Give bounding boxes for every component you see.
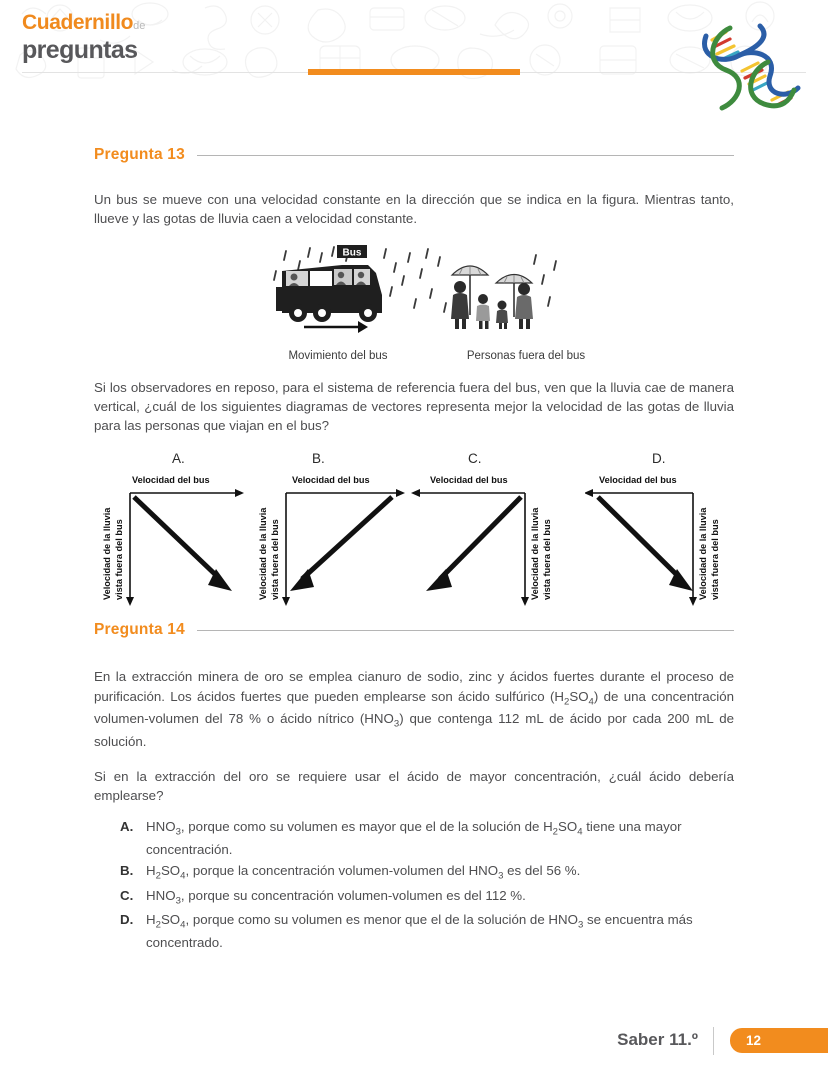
diagram-d-letter: D.: [652, 451, 666, 467]
question-14-prompt: Si en la extracción del oro se requiere usar el ácido de mayor concentración, ¿cuál ácido debería emplearse?: [94, 768, 734, 804]
diagram-c-v-label-1: Velocidad de la lluvia: [530, 507, 540, 601]
footer-exam-label: Saber 11.º: [617, 1030, 698, 1049]
option-b-text: $H_2SO_4$, porque la concentración volumen-volumen del $HNO_3$ es del 56 %.: [146, 863, 581, 882]
diagram-d: [585, 475, 735, 611]
option-c-text: $HNO_3$, porque su concentración volumen-volumen es del 112 %.: [146, 887, 526, 907]
option-b-letter: B.: [120, 863, 134, 879]
diagram-a-h-label: Velocidad del bus: [132, 475, 210, 486]
question-14-rule: [197, 630, 734, 631]
diagram-c: [410, 475, 575, 611]
brand-line-1: Cuadernillode: [22, 11, 146, 34]
dna-helix-icon: [690, 14, 810, 114]
brand-line-2: preguntas: [22, 36, 138, 64]
diagram-b-v-label-1: Velocidad de la lluvia: [258, 507, 268, 601]
q14-sub-1: 2: [564, 696, 570, 708]
diagram-b-v-label-2: vista fuera del bus: [270, 519, 280, 601]
diagram-d-v-label-1: Velocidad de la lluvia: [698, 507, 708, 601]
diagram-c-v-label-2: vista fuera del bus: [542, 519, 552, 601]
caption-people-outside: Personas fuera del bus: [466, 349, 586, 362]
option-d[interactable]: [120, 910, 735, 952]
option-a[interactable]: [120, 817, 735, 859]
diagram-c-letter: C.: [468, 451, 482, 467]
page-number-badge: 12: [730, 1028, 828, 1053]
option-a-text: $HNO_3$, porque como su volumen es mayor que el de la solución de $H_2SO_4$ tiene una mayor concentración.: [146, 819, 682, 857]
diagram-a-v-label-1: Velocidad de la lluvia: [102, 507, 112, 601]
diagram-a-v-label-2: vista fuera del bus: [114, 519, 124, 601]
question-13-rule: [197, 155, 734, 156]
question-14-title: Pregunta 14: [94, 621, 185, 639]
diagram-b: [248, 475, 413, 611]
q14-sub-3: 3: [393, 718, 400, 730]
option-a-letter: A.: [120, 819, 134, 835]
bus-figure-captions: [0, 350, 828, 362]
brand-logo: [22, 12, 145, 63]
diagram-c-h-label: Velocidad del bus: [430, 475, 508, 486]
option-c[interactable]: [120, 886, 735, 909]
bus-rain-figure: [0, 243, 828, 348]
option-c-letter: C.: [120, 887, 134, 903]
diagram-b-h-label: Velocidad del bus: [292, 475, 370, 486]
question-14-stem: [94, 667, 734, 751]
q14-stem-d: ) que contenga 112 mL de ácido por cada 200 mL de solución.: [94, 711, 734, 749]
question-13-header: [94, 146, 734, 164]
diagram-a-letter: A.: [172, 451, 185, 467]
q14-stem-b: SO: [569, 688, 589, 704]
caption-bus-movement: Movimiento del bus: [288, 349, 388, 362]
option-d-text: $H_2SO_4$, porque como su volumen es menor que el de la solución de $HNO_3$ se encuentra más concentrado.: [146, 912, 693, 950]
vector-diagram-row: [0, 451, 828, 611]
option-d-letter: D.: [120, 912, 134, 928]
option-b[interactable]: [120, 861, 735, 884]
q14-stem-a: En la extracción minera de oro se emplea cianuro de sodio, zinc y ácidos fuertes durante el proceso de purificación. Los ácidos fuertes que pueden emplearse son ácido sulfúrico (H: [94, 669, 734, 704]
brand-de-word: de: [133, 20, 146, 32]
q14-sub-2: 4: [588, 696, 594, 708]
question-13-stem: Un bus se mueve con una velocidad constante en la dirección que se indica en la figura. Mientras tanto, llueve y las gotas de lluvia caen a velocidad constante.: [94, 192, 734, 227]
footer-divider: [713, 1027, 714, 1055]
question-13-title: Pregunta 13: [94, 146, 185, 163]
diagram-a: [92, 475, 252, 611]
bus-sign-text: Bus: [342, 247, 362, 259]
question-14-header: [94, 621, 734, 639]
diagram-d-v-label-2: vista fuera del bus: [710, 519, 720, 601]
bus-rain-illustration: [264, 243, 564, 348]
diagram-d-h-label: Velocidad del bus: [599, 475, 677, 486]
question-13-prompt: Si los observadores en reposo, para el sistema de referencia fuera del bus, ven que la lluvia cae de manera vertical, ¿cuál de los siguientes diagramas de vectores representa mejor la velocidad de las gotas de lluvia para las personas que viajan en el bus?: [94, 379, 734, 434]
page-header: [0, 0, 828, 118]
page-content: [0, 118, 828, 954]
page-footer: [0, 1018, 828, 1071]
q14-stem-c: ) de una concentración volumen-volumen del 78 % o ácido nítrico (HNO: [94, 688, 734, 727]
diagram-b-letter: B.: [312, 451, 325, 467]
question-14-options: [120, 817, 735, 952]
header-accent-bar: [308, 69, 520, 75]
